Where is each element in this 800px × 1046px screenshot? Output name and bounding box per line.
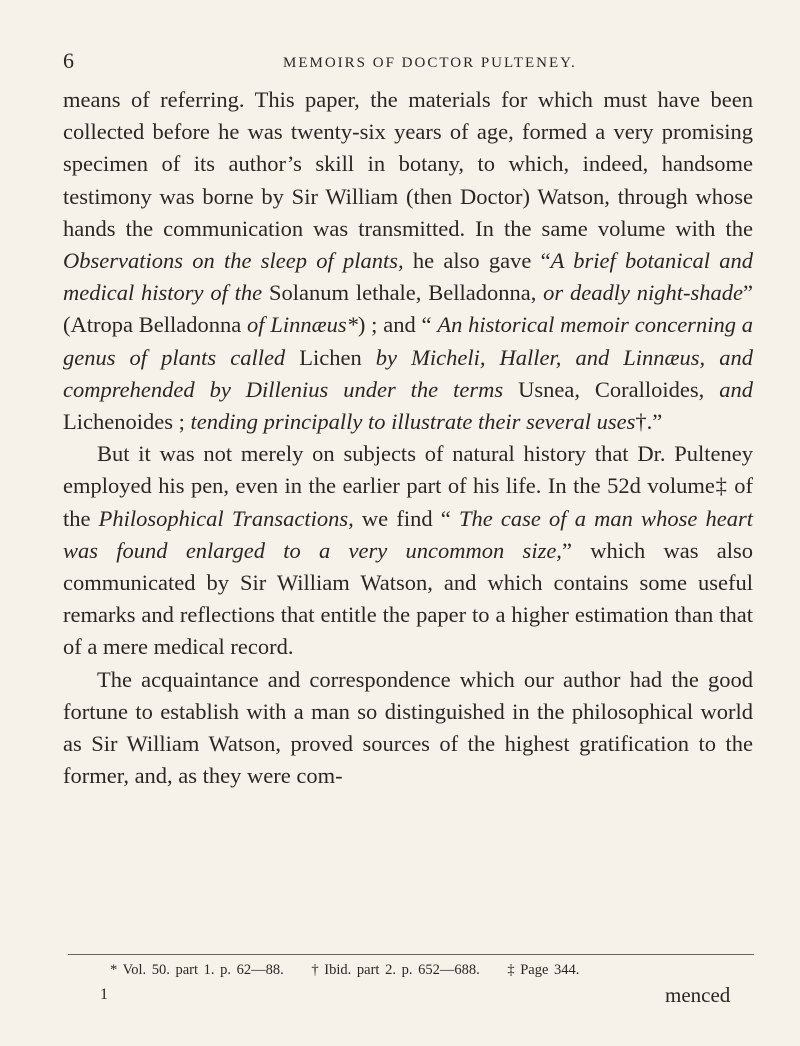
page-number: 6 [63,48,74,73]
text-run: ” which was also communicated by Sir William Watson, and which contains some useful remarks and reflections that entitle the paper to a higher estimation than that of a mere medical record. [63,537,753,660]
text-run: he also gave “ [403,248,551,274]
italic-run: Observations on the sleep of plants, [63,248,404,274]
catchword: menced [665,983,731,1007]
paragraph-1 [63,84,753,438]
footnote-rule [68,954,754,955]
text-run: Solanum lethale, Belladonna, [262,280,544,306]
footnote-3: ‡ Page 344. [507,962,580,978]
text-run: Usnea, Coralloides, [503,376,720,402]
text-run: But it was not merely on subjects of natural history that Dr. Pulteney employed his pen, even in the earlier part of his life. In the 52d volume‡ of the [63,441,753,531]
italic-run: Philosophical Transactions, [98,505,354,531]
text-run: †.” [635,409,663,435]
text-run: The acquaintance and correspondence which our author had the good fortune to establish with a man so distinguished in the philosophical world as Sir William Watson, proved sources of the highest gratification to the former, and, as they were com- [63,666,753,789]
signature-mark: 1 [100,986,108,1003]
text-run: ) ; and “ [357,312,438,338]
italic-run: A brief botanical and medical history of the [63,248,753,306]
body-text [63,84,753,792]
text-run: Lichen [285,344,376,370]
italic-run: by Micheli, Haller, and Linnæus, and comprehended by Dillenius under the terms [63,344,753,402]
paragraph-3 [63,664,753,793]
italic-run: of Linnæus* [247,312,358,338]
text-run: we find “ [353,505,459,531]
italic-run: An historical memoir concerning a genus of plants called [63,312,753,370]
italic-run: or deadly night-shade [543,280,744,306]
footnotes [110,962,760,979]
italic-run: and [719,376,753,402]
footnote-2: † Ibid. part 2. p. 652—688. [311,962,480,978]
italic-run: tending principally to illustrate their several uses [190,409,636,435]
italic-run: The case of a man whose heart was found enlarged to a very uncommon size, [63,505,753,563]
running-title: MEMOIRS OF DOCTOR PULTENEY. [283,55,577,71]
text-run: means of referring. This paper, the materials for which must have been collected before he was twenty-six years of age, formed a very promising specimen of its author’s skill in botany, to which, indeed, handsome testimony was borne by Sir William (then Doctor) Watson, through whose hands the communication was transmitted. In the same volume with the [63,87,753,241]
paragraph-2 [63,438,753,663]
text-run: ” (Atropa Belladonna [63,280,754,338]
running-header [63,48,753,78]
text-run: Lichenoides ; [63,409,191,435]
footnote-1: * Vol. 50. part 1. p. 62—88. [110,962,284,978]
